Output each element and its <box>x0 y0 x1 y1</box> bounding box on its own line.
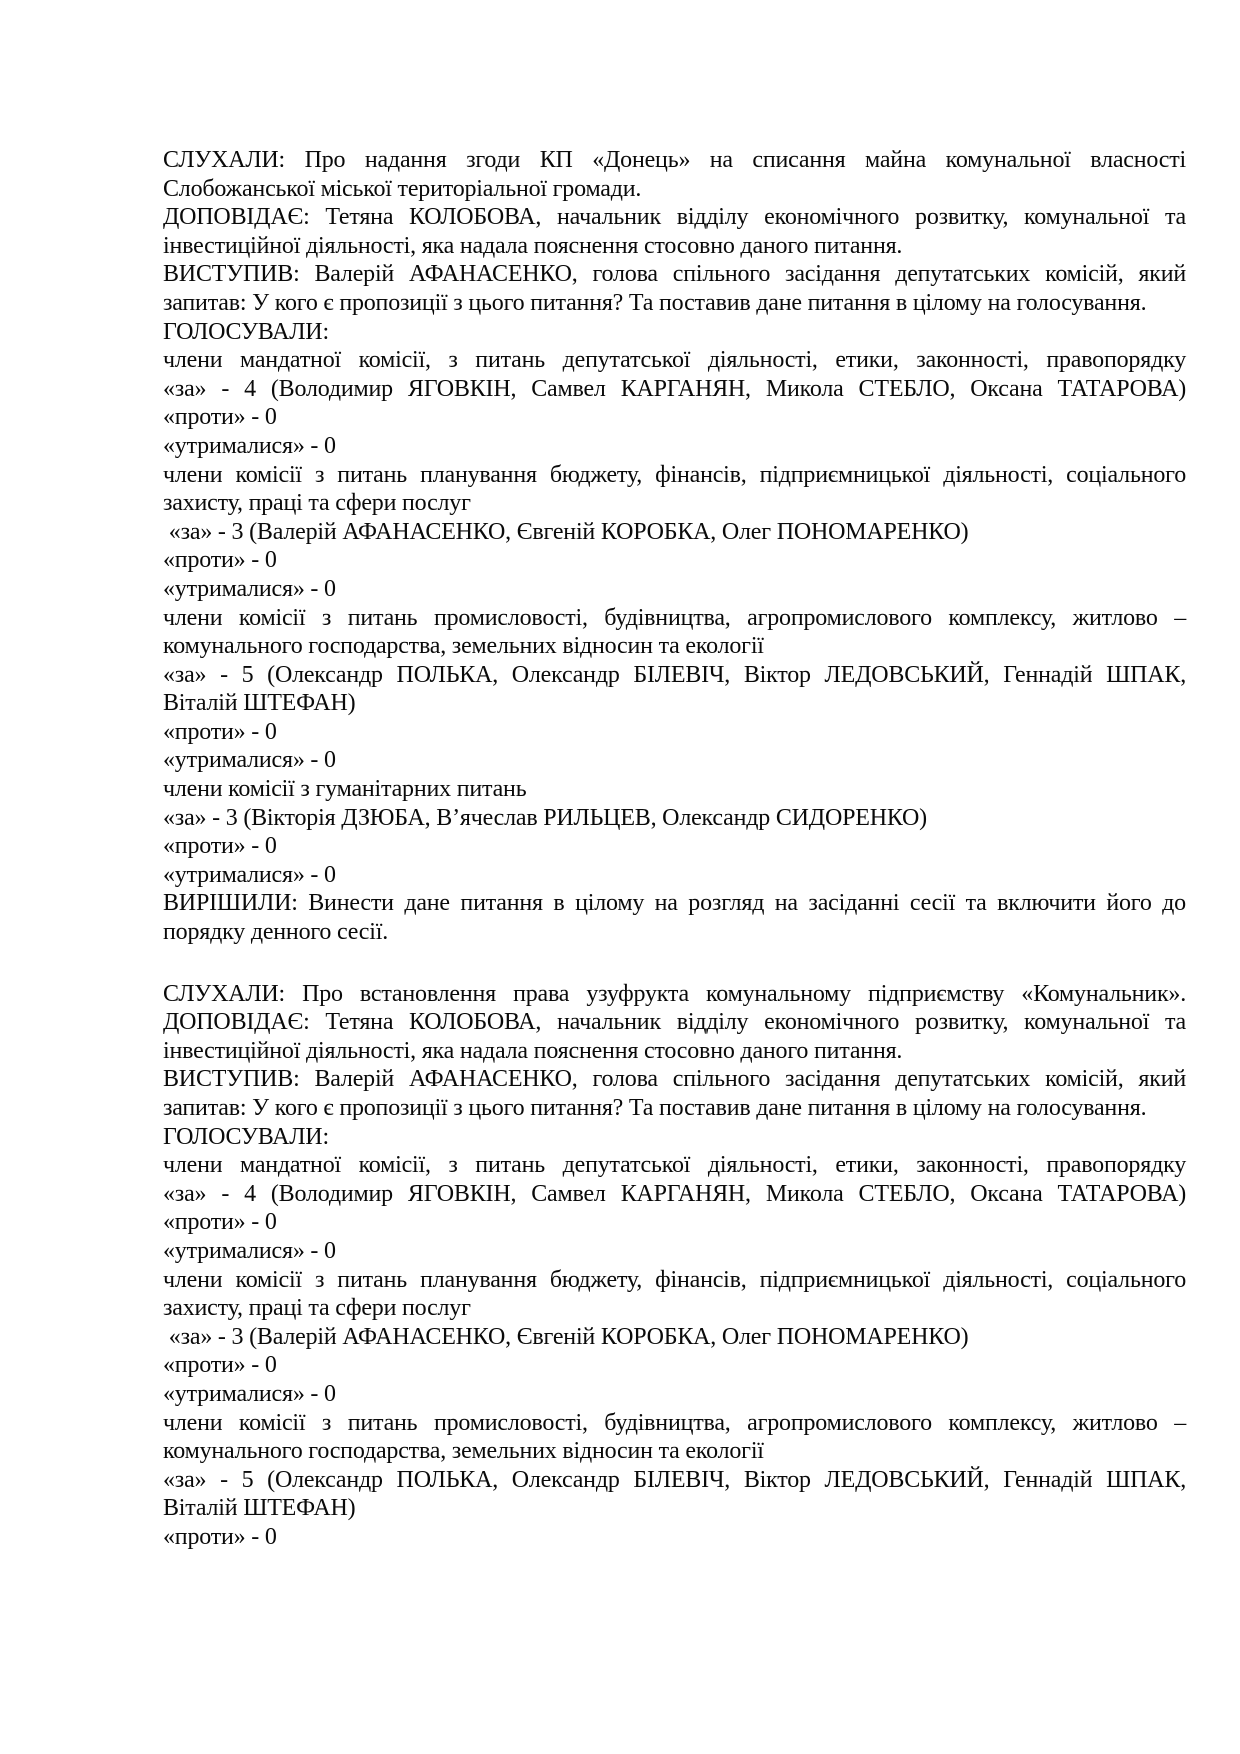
vote-abstained-line: «утрималися» - 0 <box>163 1237 336 1264</box>
commission-members-line: члени комісії з питань планування бюджету, фінансів, підприємницької діяльності, соціального захисту, праці та сфери послуг <box>163 461 1186 517</box>
vote-abstained-line: «утрималися» - 0 <box>163 575 336 602</box>
decided-paragraph: ВИРІШИЛИ: Винести дане питання в цілому на розгляд на засіданні сесії та включити його до порядку денного сесії. <box>163 890 1186 946</box>
vote-for-line: «за» - 4 (Володимир ЯГОВКІН, Самвел КАРГАНЯН, Микола СТЕБЛО, Оксана ТАТАРОВА) <box>163 375 1186 402</box>
commission-members-line: члени комісії з питань планування бюджету, фінансів, підприємницької діяльності, соціального захисту, праці та сфери послуг <box>163 1266 1186 1322</box>
vote-abstained-line: «утрималися» - 0 <box>163 747 336 774</box>
speaker-paragraph: ВИСТУПИВ: Валерій АФАНАСЕНКО, голова спільного засідання депутатських комісій, який запитав: У кого є пропозиції з цього питання? Та поставив дане питання в цілому на голосування. <box>163 261 1186 316</box>
vote-for-line: «за» - 5 (Олександр ПОЛЬКА, Олександр БІЛЕВІЧ, Віктор ЛЕДОВСЬКИЙ, Геннадій ШПАК, Віталій ШТЕФАН) <box>163 661 1186 717</box>
reporter-paragraph: ДОПОВІДАЄ: Тетяна КОЛОБОВА, начальник відділу економічного розвитку, комунальної та інвестиційної діяльності, яка надала пояснення стосовно даного питання. <box>163 1009 1186 1064</box>
vote-against-line: «проти» - 0 <box>163 718 277 745</box>
reporter-paragraph: ДОПОВІДАЄ: Тетяна КОЛОБОВА, начальник відділу економічного розвитку, комунальної та інвестиційної діяльності, яка надала пояснення стосовно даного питання. <box>163 204 1186 259</box>
speaker-paragraph: ВИСТУПИВ: Валерій АФАНАСЕНКО, голова спільного засідання депутатських комісій, який запитав: У кого є пропозиції з цього питання? Та поставив дане питання в цілому на голосування. <box>163 1066 1186 1121</box>
vote-against-line: «проти» - 0 <box>163 833 277 860</box>
vote-against-line: «проти» - 0 <box>163 1523 277 1550</box>
voted-heading: ГОЛОСУВАЛИ: <box>163 318 329 345</box>
agenda-item-2 <box>163 980 1186 1552</box>
heard-paragraph: СЛУХАЛИ: Про встановлення права узуфрукта комунальному підприємству «Комунальник». <box>163 980 1186 1007</box>
vote-against-line: «проти» - 0 <box>163 1352 277 1379</box>
voted-heading: ГОЛОСУВАЛИ: <box>163 1123 329 1150</box>
vote-for-line: «за» - 5 (Олександр ПОЛЬКА, Олександр БІЛЕВІЧ, Віктор ЛЕДОВСЬКИЙ, Геннадій ШПАК, Віталій ШТЕФАН) <box>163 1466 1186 1522</box>
vote-for-line: «за» - 4 (Володимир ЯГОВКІН, Самвел КАРГАНЯН, Микола СТЕБЛО, Оксана ТАТАРОВА) <box>163 1180 1186 1207</box>
commission-members-line: члени мандатної комісії, з питань депутатської діяльності, етики, законності, правопорядку <box>163 1152 1186 1179</box>
vote-abstained-line: «утрималися» - 0 <box>163 1380 336 1407</box>
vote-abstained-line: «утрималися» - 0 <box>163 861 336 888</box>
vote-against-line: «проти» - 0 <box>163 547 277 574</box>
commission-members-line: члени комісії з гуманітарних питань <box>163 776 527 803</box>
vote-abstained-line: «утрималися» - 0 <box>163 432 336 459</box>
vote-against-line: «проти» - 0 <box>163 1209 277 1236</box>
commission-members-line: члени комісії з питань промисловості, будівництва, агропромислового комплексу, житлово – комунального господарства, земельних відносин та екології <box>163 1409 1186 1465</box>
vote-for-line: «за» - 3 (Вікторія ДЗЮБА, В’ячеслав РИЛЬЦЕВ, Олександр СИДОРЕНКО) <box>163 804 927 831</box>
vote-for-line: «за» - 3 (Валерій АФАНАСЕНКО, Євгеній КОРОБКА, Олег ПОНОМАРЕНКО) <box>163 518 969 545</box>
minutes-text <box>163 146 1186 1552</box>
heard-paragraph: СЛУХАЛИ: Про надання згоди КП «Донець» на списання майна комунальної власності Слобожанської міської територіальної громади. <box>163 147 1186 202</box>
commission-members-line: члени мандатної комісії, з питань депутатської діяльності, етики, законності, правопорядку <box>163 347 1186 374</box>
agenda-item-1 <box>163 146 1186 947</box>
commission-members-line: члени комісії з питань промисловості, будівництва, агропромислового комплексу, житлово – комунального господарства, земельних відносин та екології <box>163 604 1186 660</box>
vote-for-line: «за» - 3 (Валерій АФАНАСЕНКО, Євгеній КОРОБКА, Олег ПОНОМАРЕНКО) <box>163 1323 969 1350</box>
vote-against-line: «проти» - 0 <box>163 404 277 431</box>
